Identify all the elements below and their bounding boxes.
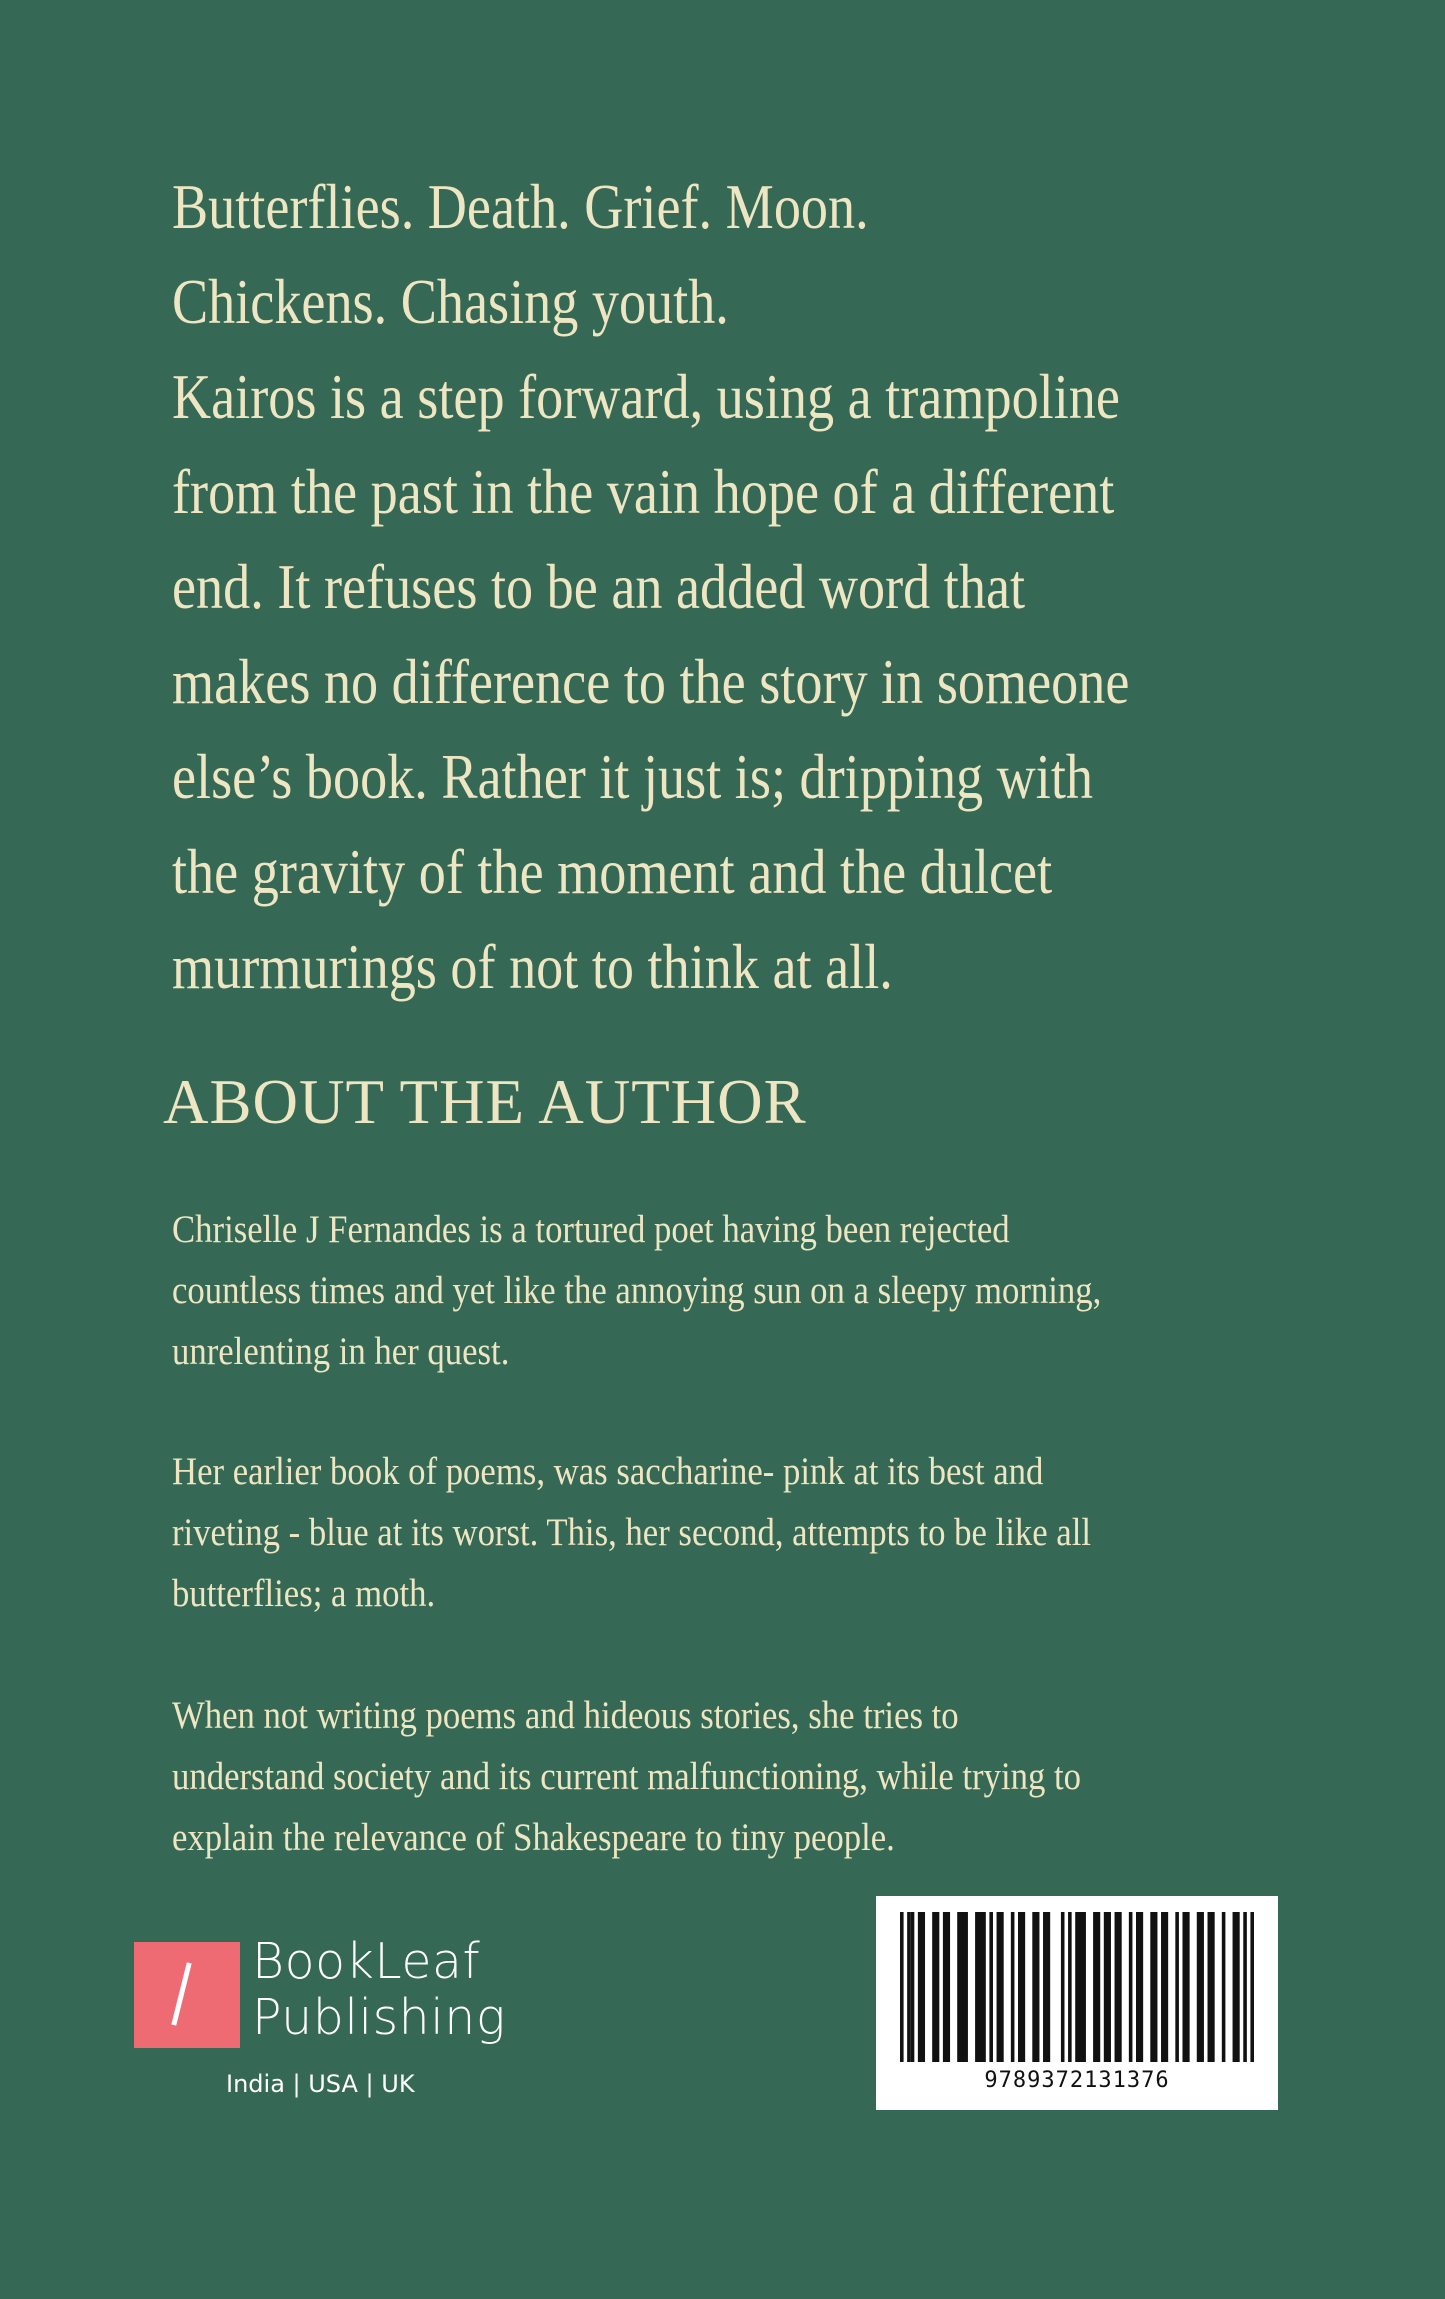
publisher-logo [134, 1933, 554, 2112]
barcode-bar [1068, 1912, 1072, 2062]
bio-line: understand society and its current malfunctioning, while trying to [172, 1755, 1082, 1798]
barcode-bar [1075, 1912, 1086, 2062]
barcode-icon [900, 1912, 1254, 2062]
blurb-line: Chickens. Chasing youth. [172, 267, 729, 337]
blurb-line: end. It refuses to be an added word that [172, 552, 1026, 622]
barcode-bar [1197, 1912, 1204, 2062]
blurb-line: from the past in the vain hope of a different [172, 457, 1115, 527]
blurb-line: murmurings of not to think at all. [172, 932, 893, 1002]
barcode-bar [1222, 1912, 1226, 2062]
barcode-bar [1243, 1912, 1247, 2062]
about-the-author-heading: ABOUT THE AUTHOR [163, 1067, 807, 1137]
barcode-bar [1136, 1912, 1143, 2062]
bio-line: Chriselle J Fernandes is a tortured poet having been rejected [172, 1208, 1010, 1251]
barcode-bar [900, 1912, 904, 2062]
bio-line: riveting - blue at its worst. This, her second, attempts to be like all [172, 1511, 1091, 1554]
barcode-bar [1043, 1912, 1050, 2062]
barcode-bar [907, 1912, 911, 2062]
bio-line: explain the relevance of Shakespeare to tiny people. [172, 1816, 895, 1859]
barcode-bar [1233, 1912, 1240, 2062]
back-cover-blurb [172, 160, 1152, 1015]
barcode-bar [1115, 1912, 1122, 2062]
barcode-bar [1129, 1912, 1133, 2062]
barcode-bar [1093, 1912, 1100, 2062]
bio-line: butterflies; a moth. [172, 1572, 436, 1615]
barcode-bar [1182, 1912, 1189, 2062]
barcode-bar [1018, 1912, 1025, 2062]
author-bio-paragraph [172, 1199, 1196, 1382]
barcode-bar [1032, 1912, 1039, 2062]
bio-line: unrelenting in her quest. [172, 1330, 510, 1373]
author-bio-paragraph [172, 1441, 1196, 1624]
publisher-name-line: Publishing [252, 1989, 506, 2046]
barcode-bar [1061, 1912, 1065, 2062]
publisher-regions: India | USA | UK [226, 2070, 415, 2098]
barcode-bar [932, 1912, 939, 2062]
barcode-bar [975, 1912, 986, 2062]
barcode-bar [911, 1912, 915, 2062]
barcode-bar [1175, 1912, 1179, 2062]
bio-line: When not writing poems and hideous stories, she tries to [172, 1694, 959, 1737]
blurb-line: else’s book. Rather it just is; dripping with [172, 742, 1094, 812]
blurb-line: the gravity of the moment and the dulcet [172, 837, 1053, 907]
publisher-logo-mark [134, 1942, 240, 2048]
slash-icon [171, 1962, 191, 2025]
barcode-bar [989, 1912, 993, 2062]
author-bio-paragraph [172, 1685, 1196, 1868]
barcode-bar [1150, 1912, 1157, 2062]
barcode-bar [997, 1912, 1004, 2062]
barcode-bar [957, 1912, 968, 2062]
publisher-name [252, 1934, 506, 2046]
publisher-name-line: BookLeaf [252, 1933, 481, 1990]
barcode-bar [918, 1912, 925, 2062]
barcode-bar [1208, 1912, 1215, 2062]
barcode-bar [1104, 1912, 1111, 2062]
bio-line: countless times and yet like the annoying sun on a sleepy morning, [172, 1269, 1102, 1312]
blurb-line: Kairos is a step forward, using a trampoline [172, 362, 1120, 432]
bio-line: Her earlier book of poems, was saccharine- pink at its best and [172, 1450, 1044, 1493]
isbn-barcode [876, 1896, 1278, 2110]
isbn-number: 9789372131376 [984, 2068, 1170, 2093]
blurb-line: Butterflies. Death. Grief. Moon. [172, 172, 869, 242]
blurb-line: makes no difference to the story in someone [172, 647, 1130, 717]
barcode-bar [1250, 1912, 1254, 2062]
barcode-bar [943, 1912, 950, 2062]
barcode-bar [1161, 1912, 1168, 2062]
barcode-bar [1011, 1912, 1015, 2062]
